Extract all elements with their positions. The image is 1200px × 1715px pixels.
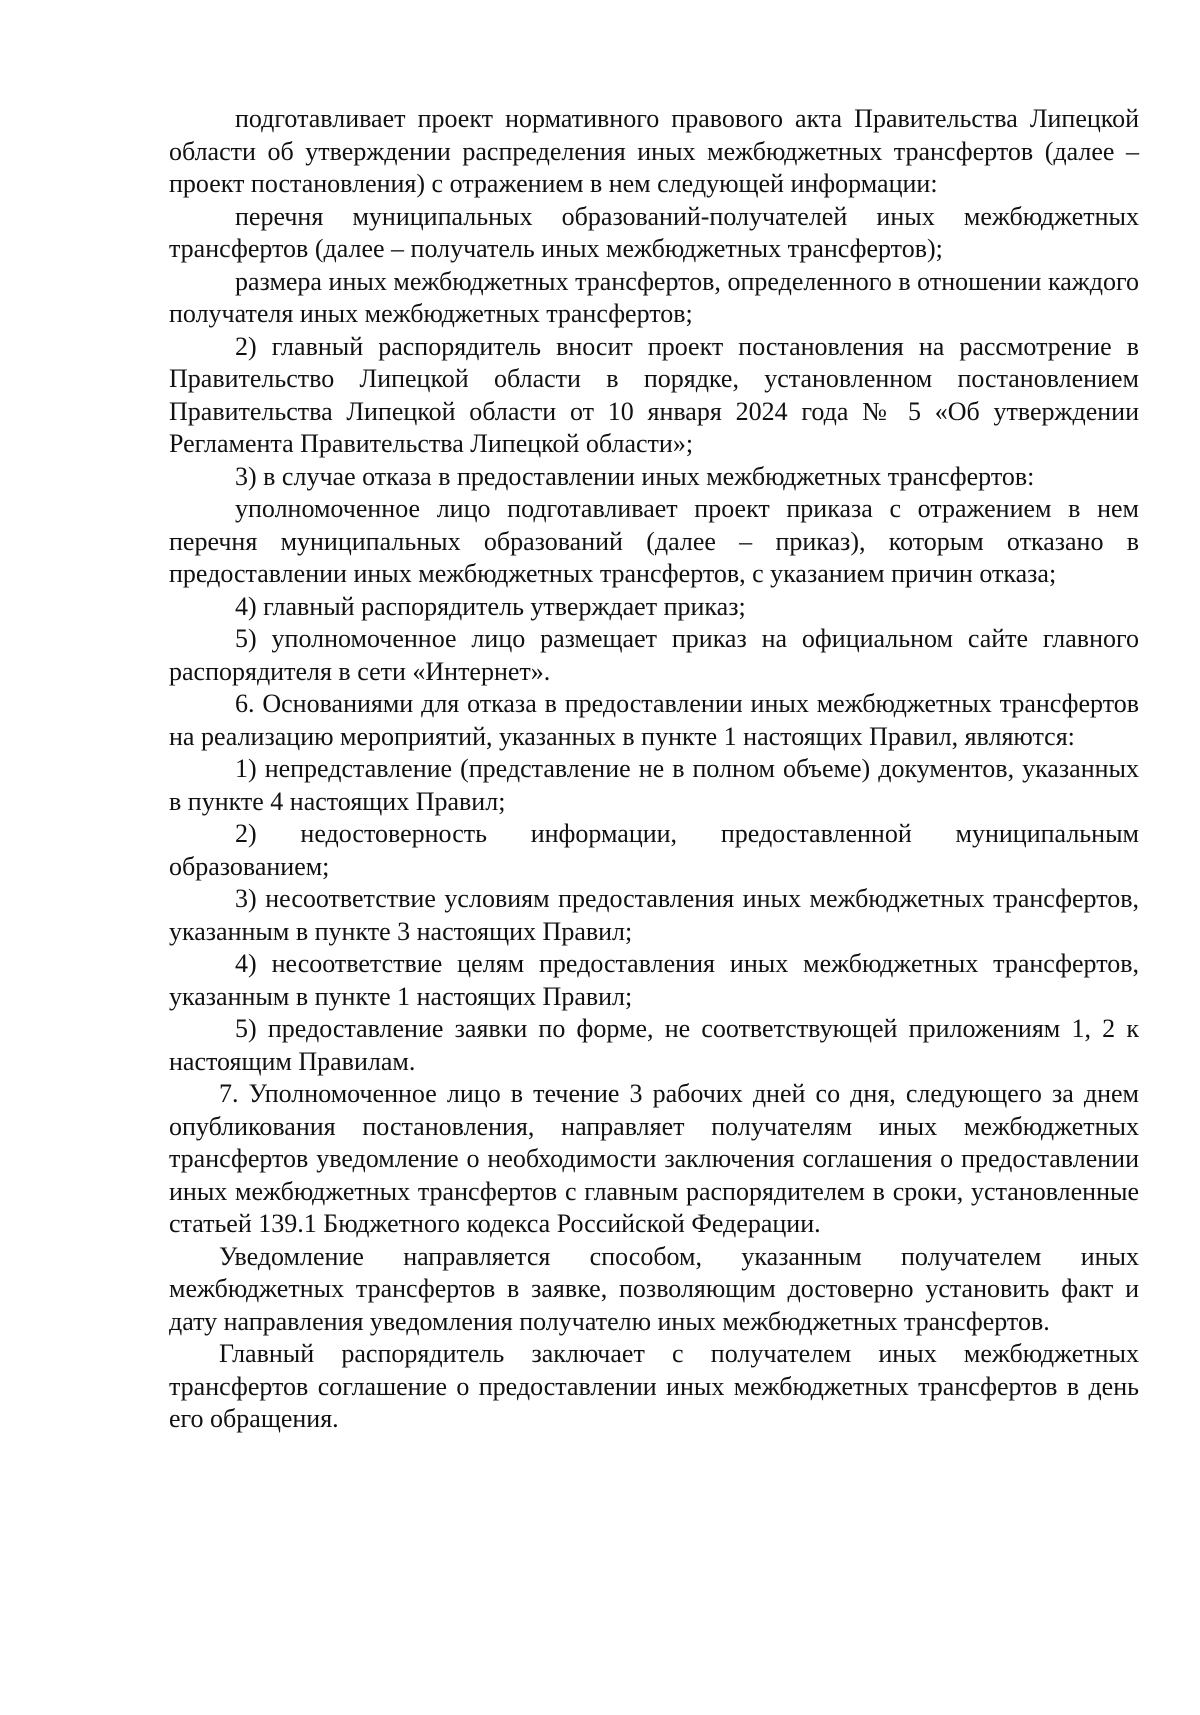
paragraph-reason-2: 2) недостоверность информации, предоставленной муниципальным образованием; (169, 819, 1139, 881)
paragraph-reason-5: 5) предоставление заявки по форме, не соответствующей приложениям 1, 2 к настоящим Правилам. (169, 1014, 1139, 1076)
paragraph-reason-3: 3) несоответствие условиям предоставления иных межбюджетных трансфертов, указанным в пункте 3 настоящих Правил; (169, 884, 1139, 946)
paragraph-item-2: 2) главный распорядитель вносит проект постановления на рассмотрение в Правительство Липецкой области в порядке, установленном постановлением Правительства Липецкой области от 10 января 2024 года № 5 «Об утверждении Регламента Правительства Липецкой области»; (169, 331, 1139, 458)
paragraph-agreement: Главный распорядитель заключает с получателем иных межбюджетных трансфертов соглашение о предоставлении иных межбюджетных трансфертов в день его обращения. (169, 1339, 1139, 1433)
paragraph-section-7: 7. Уполномоченное лицо в течение 3 рабочих дней со дня, следующего за днем опубликования постановления, направляет получателям иных межбюджетных трансфертов уведомление о необходимости заключения соглашения о предоставлении иных межбюджетных трансфертов с главным распорядителем в сроки, установленные статьей 139.1 Бюджетного кодекса Российской Федерации. (169, 1079, 1139, 1238)
paragraph-order-draft: уполномоченное лицо подготавливает проект приказа с отражением в нем перечня муниципальных образований (далее – приказ), которым отказано в предоставлении иных межбюджетных трансфертов, с указанием причин отказа; (169, 494, 1139, 588)
paragraph-item-5: 5) уполномоченное лицо размещает приказ на официальном сайте главного распорядителя в сети «Интернет». (169, 624, 1139, 686)
document-body (169, 103, 1139, 1436)
paragraph-notification: Уведомление направляется способом, указанным получателем иных межбюджетных трансфертов в заявке, позволяющим достоверно установить факт и дату направления уведомления получателю иных межбюджетных трансфертов. (169, 1241, 1139, 1336)
paragraph-list-recipients: перечня муниципальных образований-получателей иных межбюджетных трансфертов (далее – получатель иных межбюджетных трансфертов); (169, 201, 1139, 263)
paragraph-reason-4: 4) несоответствие целям предоставления иных межбюджетных трансфертов, указанным в пункте 1 настоящих Правил; (169, 949, 1139, 1011)
paragraph-reason-1: 1) непредставление (представление не в полном объеме) документов, указанных в пункте 4 настоящих Правил; (169, 754, 1139, 816)
paragraph-item-4: 4) главный распорядитель утверждает приказ; (235, 591, 746, 621)
paragraph-section-6: 6. Основаниями для отказа в предоставлении иных межбюджетных трансфертов на реализацию мероприятий, указанных в пункте 1 настоящих Правил, являются: (169, 689, 1139, 751)
paragraph-item-3: 3) в случае отказа в предоставлении иных межбюджетных трансфертов: (235, 461, 1035, 491)
paragraph-transfer-size: размера иных межбюджетных трансфертов, определенного в отношении каждого получателя иных межбюджетных трансфертов; (169, 266, 1139, 328)
paragraph-prepare-draft: подготавливает проект нормативного правового акта Правительства Липецкой области об утверждении распределения иных межбюджетных трансфертов (далее – проект постановления) с отражением в нем следующей информации: (169, 104, 1139, 198)
